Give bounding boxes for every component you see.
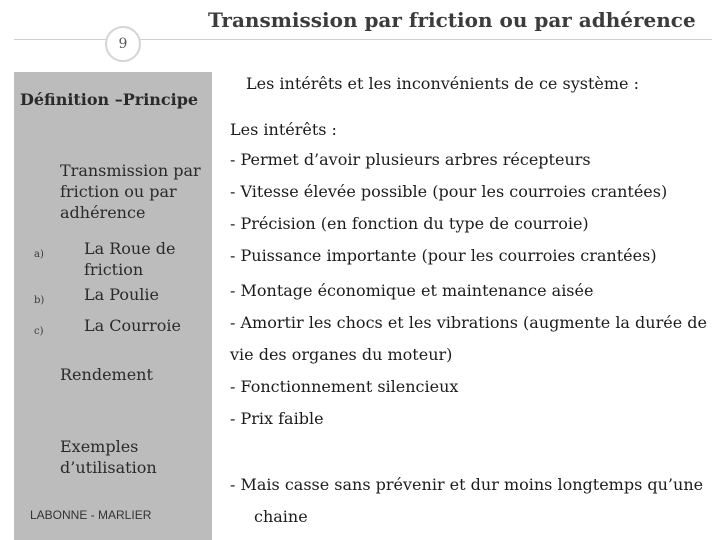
sidebar-rendement-link[interactable]: Rendement: [60, 365, 153, 384]
footer-author: LABONNE - MARLIER: [30, 508, 152, 522]
content-line: - Puissance importante (pour les courroies crantées): [230, 246, 657, 265]
content-line: - Montage économique et maintenance aisée: [230, 281, 594, 300]
sidebar-subitem-poulie[interactable]: [34, 284, 210, 311]
sidebar-subitem-courroie[interactable]: [34, 315, 210, 342]
sidebar-exemples-link[interactable]: Exemples d’utilisation: [60, 437, 157, 477]
content-line: - Mais casse sans prévenir et dur moins longtemps qu’une: [230, 475, 704, 494]
sidebar-subitem-roue[interactable]: [34, 238, 210, 280]
sidebar-transmission-link[interactable]: Transmission par friction ou par adhérence: [60, 161, 201, 222]
sidebar-definition-link[interactable]: Définition –Principe: [20, 90, 199, 109]
sidebar-subitem-label: La Courroie: [84, 316, 181, 335]
slide-number-badge: [105, 26, 141, 62]
content-line: chaine: [254, 507, 308, 526]
interets-heading: Les intérêts :: [230, 120, 337, 139]
content-line: vie des organes du moteur): [230, 345, 453, 364]
content-subtitle: Les intérêts et les inconvénients de ce système :: [246, 74, 639, 93]
slide-title: Transmission par friction ou par adhérence: [208, 8, 696, 32]
sidebar-subitem-label: La Poulie: [84, 285, 160, 304]
list-marker: b): [34, 295, 45, 306]
content-line: - Permet d’avoir plusieurs arbres récepteurs: [230, 150, 591, 169]
sidebar-subitem-label: La Roue de friction: [84, 239, 176, 279]
list-marker: c): [34, 326, 44, 337]
slide-number: 9: [118, 36, 128, 52]
list-marker: a): [34, 249, 44, 260]
content-line: - Prix faible: [230, 409, 324, 428]
content-line: - Précision (en fonction du type de courroie): [230, 214, 589, 233]
sidebar-sublist: [34, 238, 210, 346]
content-line: - Fonctionnement silencieux: [230, 377, 459, 396]
content-line: - Vitesse élevée possible (pour les courroies crantées): [230, 182, 668, 201]
content-line: - Amortir les chocs et les vibrations (augmente la durée de: [230, 313, 707, 332]
